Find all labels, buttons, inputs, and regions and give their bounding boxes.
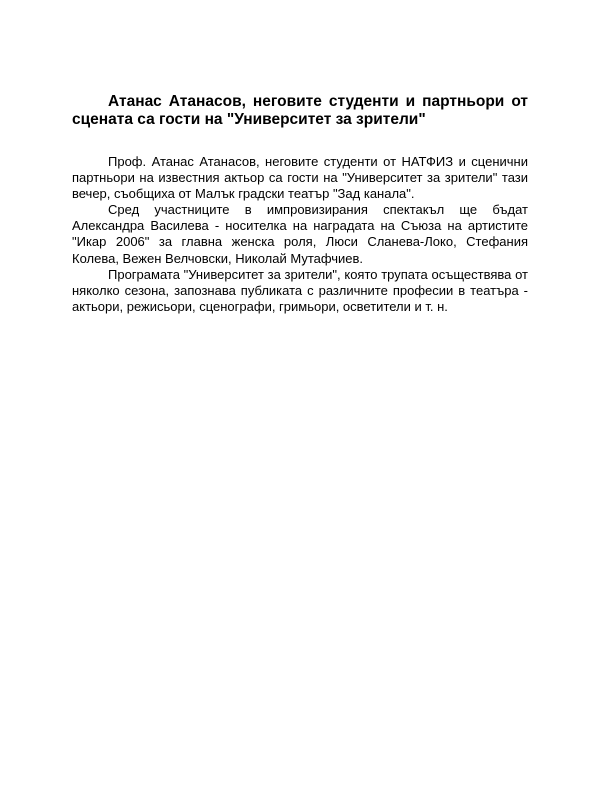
article-headline: Атанас Атанасов, неговите студенти и партньори от сцената са гости на "Университет за зрители" xyxy=(72,93,528,128)
article-paragraph-3: Програмата "Университет за зрители", която трупата осъществява от няколко сезона, запознава публиката с различните професии в театъра - актьори, режисьори, сценографи, гримьори, осветители и т. н. xyxy=(72,266,528,314)
article-paragraph-1: Проф. Атанас Атанасов, неговите студенти от НАТФИЗ и сценични партньори на известния актьор са гости на "Университет за зрители" тази вечер, съобщиха от Малък градски театър "Зад канала". xyxy=(72,154,528,202)
article-paragraph-2: Сред участниците в импровизирания спектакъл ще бъдат Александра Василева - носителка на наградата на Съюза на артистите "Икар 2006" за главна женска роля, Люси Сланева-Локо, Стефания Колева, Вежен Велчовски, Николай Мутафчиев. xyxy=(72,202,528,266)
article-body xyxy=(72,154,528,315)
